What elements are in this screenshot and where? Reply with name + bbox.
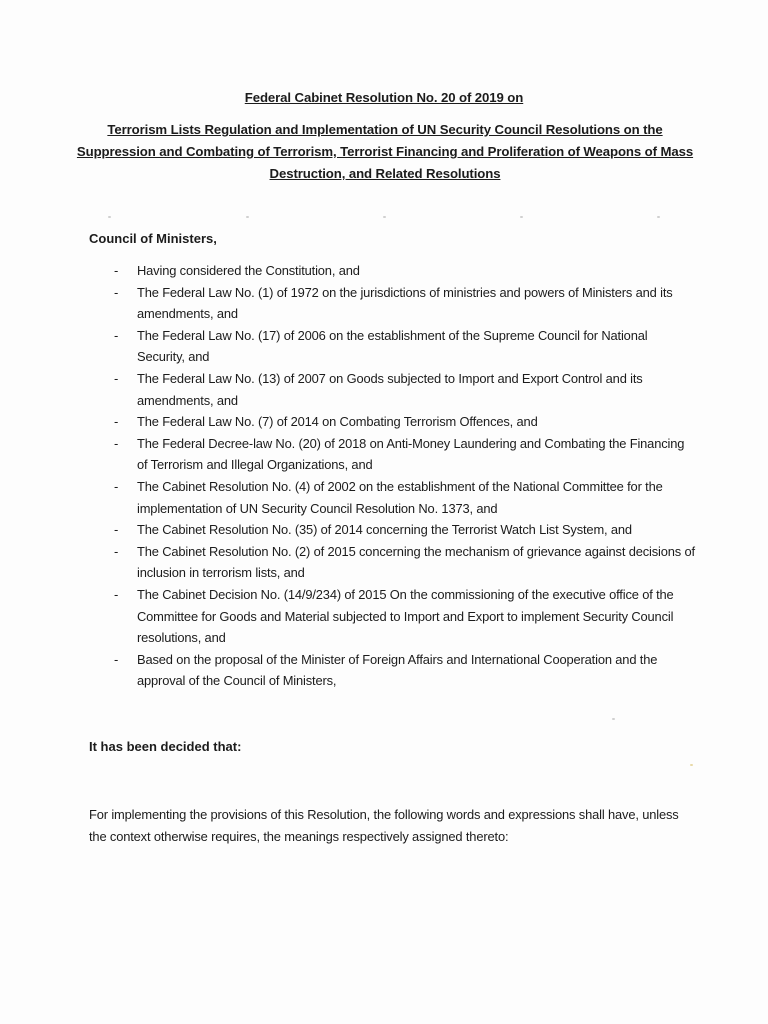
recital-marker: - bbox=[114, 370, 119, 386]
recital-text: The Federal Law No. (13) of 2007 on Goods subjected to Import and Export Control and its amendments, and bbox=[137, 370, 643, 408]
scan-speck bbox=[108, 216, 111, 218]
recital-text: The Cabinet Resolution No. (35) of 2014 concerning the Terrorist Watch List System, and bbox=[137, 522, 632, 538]
recital-item bbox=[108, 519, 698, 541]
recital-item bbox=[108, 325, 698, 368]
recital-text: The Federal Law No. (17) of 2006 on the establishment of the Supreme Council for National Security, and bbox=[137, 327, 648, 365]
scan-speck bbox=[612, 718, 615, 720]
recital-item bbox=[108, 476, 698, 519]
intro-paragraph: For implementing the provisions of this Resolution, the following words and expressions shall have, unless the context otherwise requires, the meanings respectively assigned thereto: bbox=[89, 807, 679, 844]
scan-speck bbox=[520, 216, 523, 218]
recital-marker: - bbox=[114, 651, 119, 667]
document-subtitle: Terrorism Lists Regulation and Implementation of UN Security Council Resolutions on the Suppression and Combating of Terrorism, Terrorist Financing and Proliferation of Weapons of Mass Destruction, and Related Resolutions bbox=[76, 122, 694, 181]
recital-item bbox=[108, 411, 698, 433]
recital-marker: - bbox=[114, 284, 119, 300]
recital-item bbox=[108, 541, 698, 584]
recital-text: The Federal Law No. (7) of 2014 on Combating Terrorism Offences, and bbox=[137, 414, 538, 430]
recital-marker: - bbox=[114, 263, 119, 278]
scan-speck bbox=[690, 764, 693, 766]
scan-speck bbox=[383, 216, 386, 218]
recital-marker: - bbox=[114, 478, 119, 494]
recital-marker: - bbox=[114, 543, 119, 559]
decided-heading: It has been decided that: bbox=[89, 739, 242, 754]
recital-item bbox=[108, 649, 698, 692]
recital-text: The Federal Law No. (1) of 1972 on the jurisdictions of ministries and powers of Ministers and its amendments, and bbox=[137, 284, 673, 322]
council-heading: Council of Ministers, bbox=[89, 231, 217, 246]
recital-marker: - bbox=[114, 435, 119, 451]
recital-item bbox=[108, 260, 698, 282]
scan-speck bbox=[246, 216, 249, 218]
recital-text: The Cabinet Decision No. (14/9/234) of 2015 On the commissioning of the executive office of the Committee for Goods and Material subjected to Import and Export to implement Security Council resolutions, and bbox=[137, 586, 674, 646]
recital-marker: - bbox=[114, 522, 119, 538]
recital-item bbox=[108, 282, 698, 325]
recital-item bbox=[108, 584, 698, 649]
recital-text: Based on the proposal of the Minister of Foreign Affairs and International Cooperation and the approval of the Council of Ministers, bbox=[137, 651, 658, 689]
recital-marker: - bbox=[114, 327, 119, 343]
scan-speck bbox=[657, 216, 660, 218]
recital-marker: - bbox=[114, 414, 119, 430]
recital-text: The Federal Decree-law No. (20) of 2018 on Anti-Money Laundering and Combating the Financing of Terrorism and Illegal Organizations, and bbox=[137, 435, 685, 473]
recitals-list bbox=[108, 260, 698, 692]
recital-text: The Cabinet Resolution No. (4) of 2002 on the establishment of the National Committee for the implementation of UN Security Council Resolution No. 1373, and bbox=[137, 478, 663, 516]
document-title: Federal Cabinet Resolution No. 20 of 2019 on bbox=[244, 90, 524, 105]
recital-marker: - bbox=[114, 586, 119, 602]
recital-text: Having considered the Constitution, and bbox=[137, 263, 360, 278]
recital-item bbox=[108, 433, 698, 476]
recital-text: The Cabinet Resolution No. (2) of 2015 concerning the mechanism of grievance against decisions of inclusion in terrorism lists, and bbox=[137, 543, 695, 581]
recital-item bbox=[108, 368, 698, 411]
